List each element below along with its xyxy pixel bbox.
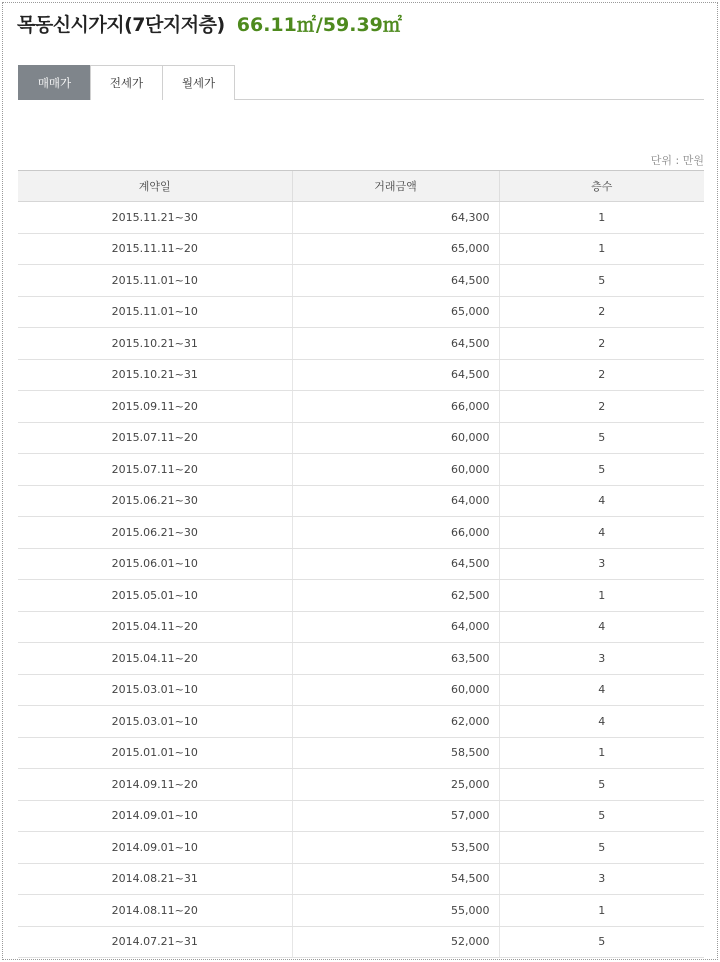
table-row <box>18 706 704 738</box>
table-row <box>18 863 704 895</box>
floor-cell: 1 <box>499 580 704 612</box>
contract-date-cell: 2015.11.21~30 <box>18 202 292 234</box>
floor-cell: 4 <box>499 674 704 706</box>
price-cell: 53,500 <box>292 832 499 864</box>
table-row <box>18 265 704 297</box>
price-cell: 65,000 <box>292 233 499 265</box>
area-size: 66.11㎡/59.39㎡ <box>236 14 402 36</box>
price-cell: 64,500 <box>292 548 499 580</box>
table-row <box>18 359 704 391</box>
floor-cell: 1 <box>499 737 704 769</box>
floor-cell: 5 <box>499 800 704 832</box>
table-row <box>18 202 704 234</box>
floor-cell: 2 <box>499 296 704 328</box>
price-cell: 54,500 <box>292 863 499 895</box>
price-cell: 62,000 <box>292 706 499 738</box>
table-row <box>18 580 704 612</box>
contract-date-cell: 2014.08.21~31 <box>18 863 292 895</box>
table-row <box>18 548 704 580</box>
price-cell: 25,000 <box>292 769 499 801</box>
floor-cell: 1 <box>499 202 704 234</box>
contract-date-cell: 2015.06.01~10 <box>18 548 292 580</box>
floor-cell: 2 <box>499 359 704 391</box>
price-type-tabs <box>18 65 704 100</box>
contract-date-cell: 2015.10.21~31 <box>18 359 292 391</box>
price-cell: 57,000 <box>292 800 499 832</box>
price-cell: 64,000 <box>292 611 499 643</box>
table-row <box>18 328 704 360</box>
table-row <box>18 895 704 927</box>
complex-name: 목동신시가지(7단지저층) <box>17 14 225 36</box>
header-transaction-price: 거래금액 <box>292 171 499 202</box>
price-cell: 52,000 <box>292 926 499 958</box>
table-row <box>18 674 704 706</box>
table-header-row <box>18 171 704 202</box>
table-row <box>18 454 704 486</box>
contract-date-cell: 2014.09.01~10 <box>18 832 292 864</box>
contract-date-cell: 2015.07.11~20 <box>18 454 292 486</box>
floor-cell: 4 <box>499 485 704 517</box>
table-row <box>18 926 704 958</box>
table-row <box>18 233 704 265</box>
price-cell: 55,000 <box>292 895 499 927</box>
table-row <box>18 800 704 832</box>
floor-cell: 2 <box>499 391 704 423</box>
table-row <box>18 769 704 801</box>
table-row <box>18 611 704 643</box>
table-row <box>18 391 704 423</box>
table-row <box>18 832 704 864</box>
floor-cell: 4 <box>499 517 704 549</box>
price-cell: 60,000 <box>292 422 499 454</box>
floor-cell: 2 <box>499 328 704 360</box>
floor-cell: 5 <box>499 454 704 486</box>
price-cell: 66,000 <box>292 391 499 423</box>
transaction-table <box>18 170 704 958</box>
contract-date-cell: 2015.03.01~10 <box>18 706 292 738</box>
price-cell: 64,500 <box>292 328 499 360</box>
price-cell: 60,000 <box>292 454 499 486</box>
price-cell: 63,500 <box>292 643 499 675</box>
contract-date-cell: 2015.09.11~20 <box>18 391 292 423</box>
table-row <box>18 737 704 769</box>
floor-cell: 3 <box>499 548 704 580</box>
floor-cell: 5 <box>499 265 704 297</box>
table-row <box>18 485 704 517</box>
contract-date-cell: 2014.08.11~20 <box>18 895 292 927</box>
floor-cell: 1 <box>499 233 704 265</box>
contract-date-cell: 2014.09.11~20 <box>18 769 292 801</box>
price-cell: 66,000 <box>292 517 499 549</box>
contract-date-cell: 2015.05.01~10 <box>18 580 292 612</box>
floor-cell: 4 <box>499 706 704 738</box>
page-title <box>17 10 402 40</box>
price-cell: 64,500 <box>292 359 499 391</box>
floor-cell: 5 <box>499 832 704 864</box>
tab-sale-price[interactable]: 매매가 <box>18 65 91 100</box>
floor-cell: 4 <box>499 611 704 643</box>
tab-jeonse-price[interactable]: 전세가 <box>90 65 163 100</box>
header-contract-date: 계약일 <box>18 171 292 202</box>
table-row <box>18 643 704 675</box>
contract-date-cell: 2015.03.01~10 <box>18 674 292 706</box>
contract-date-cell: 2015.11.11~20 <box>18 233 292 265</box>
header-floor: 층수 <box>499 171 704 202</box>
contract-date-cell: 2015.04.11~20 <box>18 643 292 675</box>
price-cell: 60,000 <box>292 674 499 706</box>
price-cell: 64,500 <box>292 265 499 297</box>
price-cell: 58,500 <box>292 737 499 769</box>
unit-label: 단위 : 만원 <box>650 154 704 167</box>
contract-date-cell: 2015.06.21~30 <box>18 485 292 517</box>
contract-date-cell: 2015.11.01~10 <box>18 265 292 297</box>
price-cell: 62,500 <box>292 580 499 612</box>
floor-cell: 5 <box>499 926 704 958</box>
contract-date-cell: 2015.07.11~20 <box>18 422 292 454</box>
contract-date-cell: 2015.10.21~31 <box>18 328 292 360</box>
contract-date-cell: 2015.01.01~10 <box>18 737 292 769</box>
contract-date-cell: 2014.09.01~10 <box>18 800 292 832</box>
price-cell: 64,000 <box>292 485 499 517</box>
floor-cell: 3 <box>499 863 704 895</box>
price-cell: 64,300 <box>292 202 499 234</box>
contract-date-cell: 2014.07.21~31 <box>18 926 292 958</box>
floor-cell: 3 <box>499 643 704 675</box>
tab-monthly-rent[interactable]: 월세가 <box>162 65 235 100</box>
contract-date-cell: 2015.06.21~30 <box>18 517 292 549</box>
floor-cell: 5 <box>499 422 704 454</box>
table-row <box>18 296 704 328</box>
price-cell: 65,000 <box>292 296 499 328</box>
floor-cell: 1 <box>499 895 704 927</box>
contract-date-cell: 2015.04.11~20 <box>18 611 292 643</box>
contract-date-cell: 2015.11.01~10 <box>18 296 292 328</box>
table-row <box>18 422 704 454</box>
table-body <box>18 202 704 958</box>
table-row <box>18 517 704 549</box>
floor-cell: 5 <box>499 769 704 801</box>
